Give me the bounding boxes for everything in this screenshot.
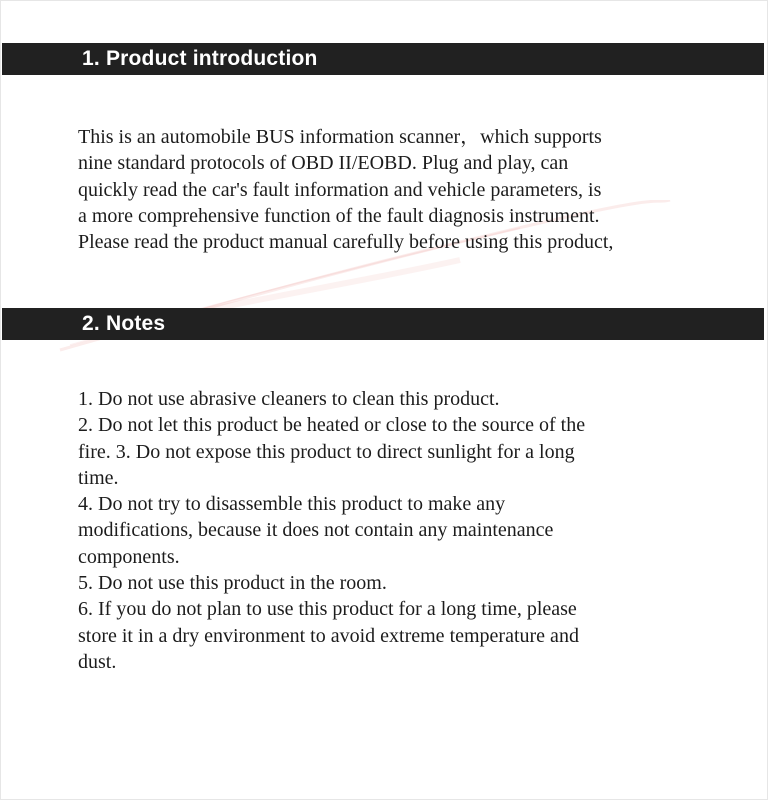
note-line: 4. Do not try to disassemble this product to make any bbox=[78, 493, 506, 516]
note-line: store it in a dry environment to avoid extreme temperature and bbox=[78, 624, 579, 647]
paragraph-line: quickly read the car's fault information and vehicle parameters, is bbox=[78, 178, 602, 201]
paragraph-line: a more comprehensive function of the fault diagnosis instrument. bbox=[78, 204, 600, 227]
note-line: components. bbox=[78, 545, 180, 568]
section-title: 2. Notes bbox=[82, 312, 166, 335]
note-line: dust. bbox=[78, 650, 117, 673]
section-header-product-introduction bbox=[2, 43, 764, 75]
note-line: 6. If you do not plan to use this product for a long time, please bbox=[78, 598, 577, 621]
note-line: 5. Do not use this product in the room. bbox=[78, 572, 387, 595]
paragraph-line: nine standard protocols of OBD II/EOBD. Plug and play, can bbox=[78, 152, 569, 175]
section-header-notes bbox=[2, 308, 764, 340]
paragraph-line: Please read the product manual carefully before using this product, bbox=[78, 231, 614, 254]
paragraph-line: This is an automobile BUS information scanner，which supports bbox=[78, 126, 602, 148]
product-introduction-paragraph bbox=[78, 124, 738, 255]
notes-list bbox=[78, 386, 738, 675]
note-line: 2. Do not let this product be heated or close to the source of the bbox=[78, 414, 586, 437]
note-line: modifications, because it does not contain any maintenance bbox=[78, 519, 554, 542]
note-line: 1. Do not use abrasive cleaners to clean this product. bbox=[78, 388, 500, 410]
note-line: fire. 3. Do not expose this product to direct sunlight for a long bbox=[78, 440, 575, 463]
section-title: 1. Product introduction bbox=[82, 47, 318, 70]
note-line: time. bbox=[78, 466, 119, 489]
